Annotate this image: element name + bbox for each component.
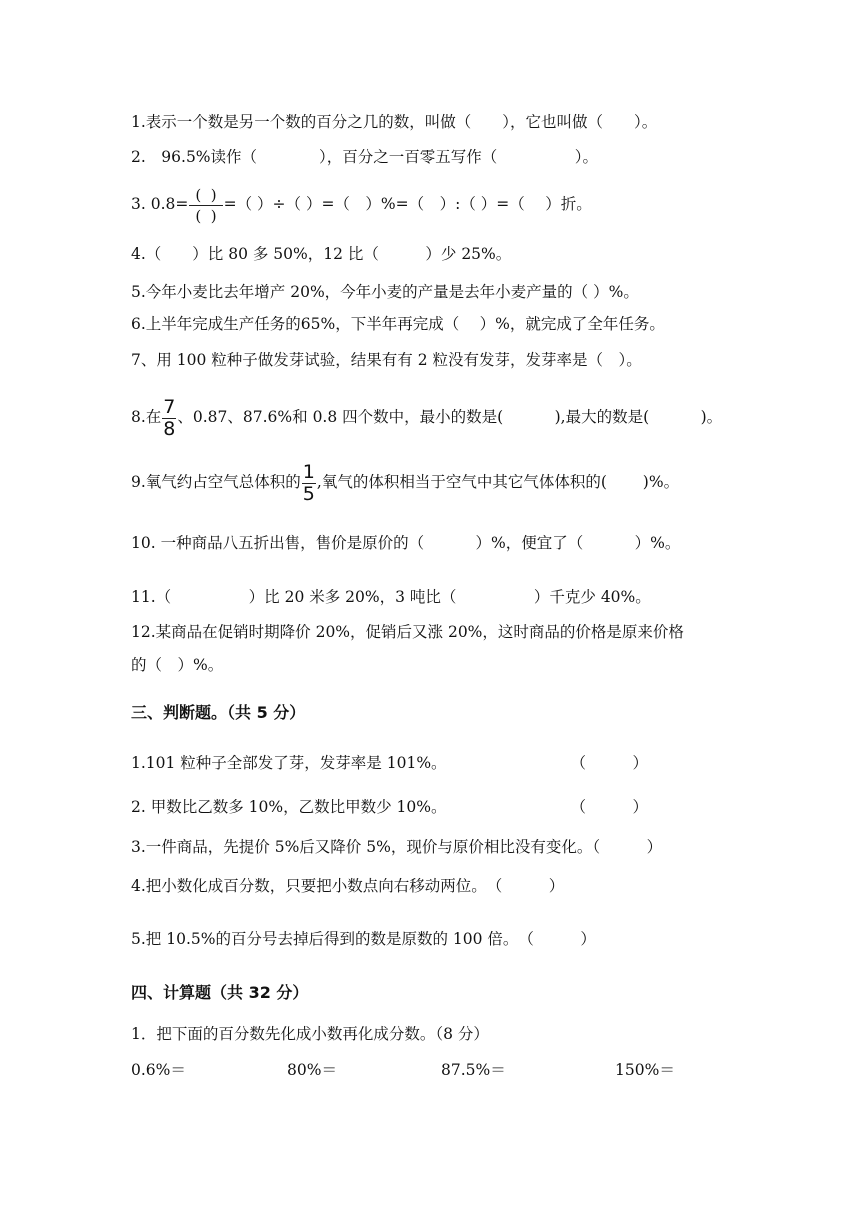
q3-suffix: =（ ）÷（ ）=（ ）%=（ ）:（ ）=（ ）折。	[223, 195, 592, 213]
calc-item-1: 0.6%＝	[131, 1061, 186, 1079]
q9-fraction	[302, 462, 316, 505]
fill-question-12: 12.某商品在促销时期降价 20%，促销后又涨 20%，这时商品的价格是原来价格	[131, 623, 684, 641]
q9-denominator: 5	[302, 482, 315, 505]
judge-question-4: 4.把小数化成百分数，只要把小数点向右移动两位。 （ ）	[131, 877, 565, 895]
q3-fraction	[189, 186, 222, 225]
calc-heading: 四、计算题（共 32 分）	[131, 983, 309, 1002]
fill-question-12-cont: 的（ ）%。	[131, 656, 224, 674]
q3-numerator: ( )	[189, 186, 222, 206]
fill-question-5: 5.今年小麦比去年增产 20%，今年小麦的产量是去年小麦产量的（ ）%。	[131, 283, 639, 301]
judge-question-3: 3.一件商品，先提价 5%后又降价 5%，现价与原价相比没有变化。（ ）	[131, 838, 663, 856]
fill-question-8	[131, 395, 722, 440]
fill-question-2: 2. 96.5%读作（ ），百分之一百零五写作（ ）。	[131, 148, 599, 166]
calc-item-2: 80%＝	[287, 1061, 337, 1079]
q8-fraction	[162, 397, 176, 440]
fill-question-7: 7、用 100 粒种子做发芽试验，结果有有 2 粒没有发芽，发芽率是（ ）。	[131, 351, 642, 369]
judge-question-2: 2. 甲数比乙数多 10%，乙数比甲数少 10%。 （ ）	[131, 798, 648, 816]
q8-prefix: 8.在	[131, 408, 162, 426]
calc-item-3: 87.5%＝	[441, 1061, 506, 1079]
fill-question-9	[131, 460, 679, 505]
judge-question-5: 5.把 10.5%的百分号去掉后得到的数是原数的 100 倍。 （ ）	[131, 930, 596, 948]
q8-denominator: 8	[163, 417, 176, 440]
fill-question-6: 6.上半年完成生产任务的65%，下半年再完成（ ）%，就完成了全年任务。	[131, 315, 665, 333]
q9-numerator: 1	[302, 460, 315, 483]
q3-denominator: ( )	[195, 206, 217, 225]
fill-question-1: 1.表示一个数是另一个数的百分之几的数，叫做（ ），它也叫做（ ）。	[131, 113, 658, 131]
q9-suffix: ,氧气的体积相当于空气中其它气体体积的( )%。	[316, 473, 680, 491]
fill-question-3	[131, 185, 592, 225]
calc-item-4: 150%＝	[615, 1061, 675, 1079]
calc-question-1: 1．把下面的百分数先化成小数再化成分数。（8 分）	[131, 1025, 489, 1043]
fill-question-4: 4.（ ）比 80 多 50%，12 比（ ）少 25%。	[131, 245, 512, 263]
judge-question-1: 1.101 粒种子全部发了芽，发芽率是 101%。 （ ）	[131, 754, 649, 772]
q8-suffix: 、0.87、87.6%和 0.8 四个数中，最小的数是( ),最大的数是( )。	[177, 408, 723, 426]
q3-prefix: 3. 0.8=	[131, 195, 189, 213]
fill-question-11: 11.（ ）比 20 米多 20%，3 吨比（ ）千克少 40%。	[131, 588, 651, 606]
q8-numerator: 7	[163, 395, 176, 418]
judge-heading: 三、判断题。（共 5 分）	[131, 703, 306, 722]
fill-question-10: 10. 一种商品八五折出售，售价是原价的（ ）%，便宜了（ ）%。	[131, 534, 681, 552]
q9-prefix: 9.氧气约占空气总体积的	[131, 473, 301, 491]
